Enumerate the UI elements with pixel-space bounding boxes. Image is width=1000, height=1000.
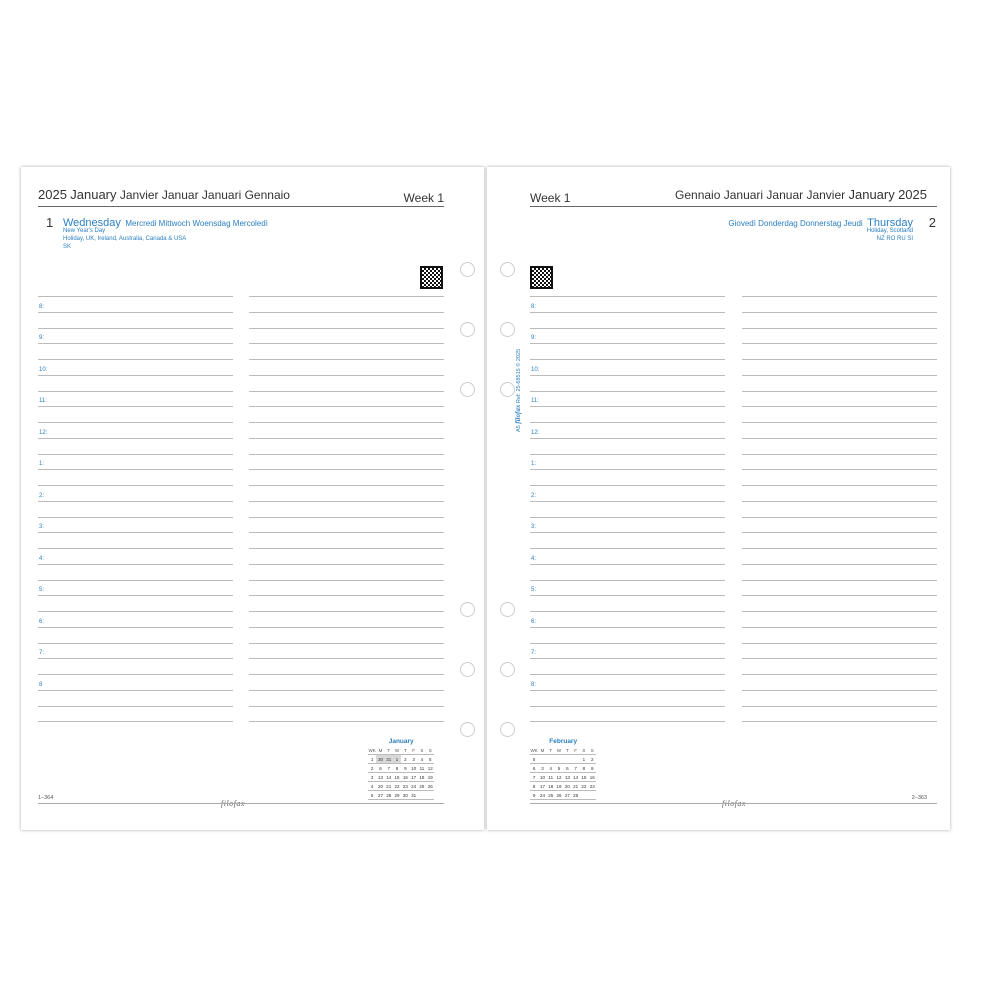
ruled-line[interactable] (742, 391, 937, 392)
ruled-line[interactable] (38, 658, 233, 659)
hour-label: 5: (39, 587, 45, 593)
ruled-line[interactable] (38, 375, 233, 376)
calendar-day-cell: 9 (530, 791, 538, 800)
ruled-line[interactable] (742, 532, 937, 533)
ruled-line[interactable] (742, 580, 937, 581)
left-mini-calendar (368, 738, 434, 800)
calendar-day-cell: 12 (427, 765, 433, 771)
calendar-day-cell: 18 (548, 783, 554, 789)
ruled-line[interactable] (742, 469, 937, 470)
ruled-line[interactable] (742, 548, 937, 549)
calendar-day-cell: 31 (386, 756, 392, 762)
ruled-line[interactable] (249, 627, 444, 628)
hour-label: 5: (531, 587, 537, 593)
calendar-day-cell: 2 (368, 764, 376, 773)
hour-label: 4: (39, 556, 45, 562)
calendar-day-cell: 4 (547, 764, 555, 773)
hour-label: 10: (531, 367, 540, 373)
ruled-line[interactable] (249, 674, 444, 675)
ruled-line[interactable] (38, 312, 233, 313)
right-page (487, 167, 950, 830)
calendar-day-cell: 5 (530, 755, 538, 764)
left-holiday-line: New Year's Day (63, 228, 106, 234)
ruled-line[interactable] (38, 690, 233, 691)
right-header-month: January (848, 187, 895, 202)
ruled-line[interactable] (530, 501, 725, 502)
calendar-day-cell: 5 (555, 764, 563, 773)
spine-brand-logo: filofax (514, 404, 522, 424)
ruled-line[interactable] (530, 391, 725, 392)
ruled-line[interactable] (249, 706, 444, 707)
ruled-line[interactable] (530, 532, 725, 533)
calendar-header-cell: M (376, 746, 384, 755)
calendar-day-cell: 29 (394, 792, 400, 798)
ruled-line[interactable] (530, 296, 725, 297)
ruled-line[interactable] (530, 611, 725, 612)
calendar-day-cell: 6 (530, 764, 538, 773)
ruled-line[interactable] (38, 359, 233, 360)
ruled-line[interactable] (530, 690, 725, 691)
right-page-number: 2–363 (911, 795, 927, 801)
spine-size: A5 (516, 425, 522, 432)
ruled-line[interactable] (742, 375, 937, 376)
binder-hole-icon (460, 602, 475, 617)
calendar-header-cell: WK (530, 747, 538, 753)
ruled-line[interactable] (249, 564, 444, 565)
ruled-line[interactable] (38, 469, 233, 470)
ruled-line[interactable] (249, 422, 444, 423)
hour-label: 4: (531, 556, 537, 562)
calendar-day-cell (418, 791, 426, 800)
ruled-line[interactable] (38, 454, 233, 455)
calendar-day-cell: 7 (530, 773, 538, 782)
left-holiday-line: Holiday, UK, Ireland, Australia, Canada & USA (63, 236, 187, 242)
left-page (21, 167, 484, 830)
calendar-day-cell: 19 (427, 774, 433, 780)
ruled-line[interactable] (742, 328, 937, 329)
ruled-line[interactable] (530, 485, 725, 486)
ruled-line[interactable] (530, 658, 725, 659)
calendar-day-cell: 23 (402, 783, 408, 789)
calendar-day-cell: 25 (548, 792, 554, 798)
calendar-day-cell: 9 (401, 764, 409, 773)
ruled-line[interactable] (742, 296, 937, 297)
calendar-day-cell (547, 755, 555, 764)
calendar-day-cell: 28 (386, 792, 392, 798)
hour-label: 12: (531, 430, 540, 436)
ruled-line[interactable] (530, 580, 725, 581)
calendar-header-cell: S (426, 746, 434, 755)
calendar-day-cell: 14 (573, 774, 579, 780)
calendar-day-cell: 11 (548, 774, 554, 780)
calendar-day-cell: 1 (580, 755, 588, 764)
ruled-line[interactable] (38, 580, 233, 581)
ruled-line[interactable] (38, 611, 233, 612)
calendar-day-cell: 8 (580, 764, 588, 773)
ruled-line[interactable] (249, 643, 444, 644)
calendar-day-cell (555, 755, 563, 764)
calendar-day-cell: 15 (581, 774, 587, 780)
ruled-line[interactable] (530, 643, 725, 644)
calendar-day-cell: 23 (589, 783, 595, 789)
calendar-day-cell: 17 (411, 774, 417, 780)
calendar-day-cell: 15 (394, 774, 400, 780)
binder-hole-icon (460, 262, 475, 277)
ruled-line[interactable] (249, 690, 444, 691)
ruled-line[interactable] (38, 627, 233, 628)
binder-hole-icon (460, 322, 475, 337)
right-mini-calendar (530, 738, 596, 800)
ruled-line[interactable] (742, 485, 937, 486)
ruled-line[interactable] (530, 595, 725, 596)
ruled-line[interactable] (530, 454, 725, 455)
ruled-line[interactable] (742, 627, 937, 628)
calendar-day-cell (426, 791, 434, 800)
calendar-day-cell: 12 (556, 774, 562, 780)
ruled-line[interactable] (38, 296, 233, 297)
ruled-line[interactable] (742, 501, 937, 502)
calendar-day-cell: 17 (539, 783, 545, 789)
ruled-line[interactable] (742, 438, 937, 439)
calendar-day-cell: 1 (368, 755, 376, 764)
left-header-month: January (70, 187, 117, 202)
ruled-line[interactable] (530, 375, 725, 376)
binder-hole-icon (500, 322, 515, 337)
ruled-line[interactable] (742, 422, 937, 423)
left-header-title (38, 187, 290, 202)
calendar-header-cell: F (571, 746, 579, 755)
ruled-line[interactable] (530, 438, 725, 439)
hour-label: 8: (531, 304, 537, 310)
ruled-line[interactable] (742, 564, 937, 565)
left-header-year: 2025 (38, 187, 67, 202)
calendar-day-cell: 13 (564, 774, 570, 780)
binder-hole-icon (500, 602, 515, 617)
hour-label: 9: (531, 335, 537, 341)
calendar-day-cell: 19 (556, 783, 562, 789)
ruled-line[interactable] (530, 312, 725, 313)
ruled-line[interactable] (249, 438, 444, 439)
ruled-line[interactable] (38, 674, 233, 675)
ruled-line[interactable] (742, 690, 937, 691)
calendar-day-cell: 21 (386, 783, 392, 789)
ruled-line[interactable] (38, 406, 233, 407)
right-holiday-line: NZ RO RU SI (876, 236, 913, 242)
ruled-line[interactable] (38, 328, 233, 329)
calendar-day-cell: 20 (377, 783, 383, 789)
right-holiday-line: Holiday, Scotland (866, 228, 913, 234)
hour-label: 8 (39, 682, 43, 688)
right-header-title (675, 187, 927, 202)
calendar-day-cell: 24 (411, 783, 417, 789)
left-week-label: Week 1 (403, 191, 444, 205)
calendar-header-cell: F (409, 746, 417, 755)
calendar-day-cell: 27 (377, 792, 383, 798)
ruled-line[interactable] (249, 517, 444, 518)
calendar-header-cell: M (538, 746, 546, 755)
ruled-line[interactable] (742, 343, 937, 344)
ruled-line[interactable] (530, 406, 725, 407)
calendar-day-cell (588, 791, 596, 800)
ruled-line[interactable] (530, 721, 725, 722)
hour-label: 3: (531, 524, 537, 530)
left-calendar-title: January (388, 738, 414, 745)
calendar-day-cell: 10 (411, 765, 417, 771)
ruled-line[interactable] (38, 706, 233, 707)
left-day-name-en: Wednesday (63, 217, 121, 229)
qr-code-icon (530, 266, 553, 289)
ruled-line[interactable] (249, 532, 444, 533)
hour-label: 1: (531, 461, 537, 467)
right-footer-rule (530, 803, 937, 804)
ruled-line[interactable] (38, 438, 233, 439)
right-week-label: Week 1 (530, 191, 571, 205)
ruled-line[interactable] (742, 721, 937, 722)
calendar-day-cell (580, 791, 588, 800)
ruled-line[interactable] (530, 627, 725, 628)
ruled-line[interactable] (38, 595, 233, 596)
calendar-day-cell (563, 755, 571, 764)
calendar-day-cell: 2 (588, 755, 596, 764)
ruled-line[interactable] (742, 706, 937, 707)
hour-label: 12: (39, 430, 48, 436)
calendar-day-cell: 22 (394, 783, 400, 789)
right-day-name-en: Thursday (867, 217, 913, 229)
calendar-day-cell: 10 (539, 774, 545, 780)
calendar-day-cell: 3 (538, 764, 546, 773)
ruled-line[interactable] (530, 422, 725, 423)
left-header-rule (38, 206, 444, 207)
ruled-line[interactable] (249, 391, 444, 392)
left-footer-rule (38, 803, 444, 804)
calendar-header-cell: W (393, 746, 401, 755)
right-header-month-other: Gennaio Januari Januar Janvier (675, 188, 846, 202)
ruled-line[interactable] (530, 359, 725, 360)
hour-label: 8: (39, 304, 45, 310)
qr-code-icon (420, 266, 443, 289)
binder-hole-icon (500, 662, 515, 677)
ruled-line[interactable] (38, 517, 233, 518)
ruled-line[interactable] (742, 643, 937, 644)
hour-label: 7: (531, 650, 537, 656)
ruled-line[interactable] (38, 643, 233, 644)
hour-label: 6: (531, 619, 537, 625)
ruled-line[interactable] (249, 658, 444, 659)
binder-hole-icon (460, 662, 475, 677)
ruled-line[interactable] (530, 564, 725, 565)
ruled-line[interactable] (38, 501, 233, 502)
calendar-day-cell: 22 (581, 783, 587, 789)
calendar-day-cell: 27 (564, 792, 570, 798)
ruled-line[interactable] (742, 658, 937, 659)
right-calendar-title: February (549, 738, 578, 745)
calendar-day-cell: 31 (411, 792, 417, 798)
ruled-line[interactable] (249, 485, 444, 486)
ruled-line[interactable] (742, 595, 937, 596)
calendar-header-cell: S (580, 746, 588, 755)
ruled-line[interactable] (249, 501, 444, 502)
right-holidays (867, 227, 913, 243)
ruled-line[interactable] (249, 343, 444, 344)
ruled-line[interactable] (38, 532, 233, 533)
binder-hole-icon (500, 722, 515, 737)
ruled-line[interactable] (249, 611, 444, 612)
hour-label: 11: (531, 398, 539, 404)
right-day-name-other: Giovedì Donderdag Donnerstag Jeudi (728, 219, 863, 228)
calendar-header-cell: T (547, 746, 555, 755)
calendar-day-cell: 20 (564, 783, 570, 789)
left-day-number: 1 (46, 215, 54, 230)
hour-label: 9: (39, 335, 45, 341)
hour-label: 3: (39, 524, 45, 530)
hour-label: 2: (531, 493, 537, 499)
calendar-day-cell: 2 (401, 755, 409, 764)
binder-hole-icon (460, 382, 475, 397)
ruled-line[interactable] (742, 359, 937, 360)
ruled-line[interactable] (38, 564, 233, 565)
calendar-header-cell: S (588, 746, 596, 755)
calendar-header-cell: T (385, 746, 393, 755)
calendar-day-cell: 4 (368, 782, 376, 791)
hour-label: 7: (39, 650, 45, 656)
hour-label: 11: (39, 398, 47, 404)
spine-ref: Ref: 25-68515 © 2025 (516, 348, 522, 404)
calendar-day-cell: 1 (393, 755, 401, 764)
calendar-day-cell: 8 (393, 764, 401, 773)
calendar-day-cell: 6 (563, 764, 571, 773)
calendar-day-cell: 26 (556, 792, 562, 798)
calendar-day-cell: 24 (539, 792, 545, 798)
calendar-day-cell (538, 755, 546, 764)
ruled-line[interactable] (249, 296, 444, 297)
calendar-day-cell: 30 (377, 756, 383, 762)
ruled-line[interactable] (742, 674, 937, 675)
ruled-line[interactable] (38, 343, 233, 344)
binder-hole-icon (500, 382, 515, 397)
hour-label: 2: (39, 493, 45, 499)
ruled-line[interactable] (38, 548, 233, 549)
calendar-day-cell: 11 (419, 765, 425, 771)
ruled-line[interactable] (249, 595, 444, 596)
ruled-line[interactable] (38, 721, 233, 722)
calendar-day-cell: 26 (427, 783, 433, 789)
right-calendar-grid (530, 746, 596, 800)
ruled-line[interactable] (249, 548, 444, 549)
hour-label: 6: (39, 619, 45, 625)
right-header-rule (530, 206, 937, 207)
calendar-day-cell: 13 (377, 774, 383, 780)
ruled-line[interactable] (530, 706, 725, 707)
left-day-name-other: Mercredi Mittwoch Woensdag Mercoledì (125, 219, 268, 228)
ruled-line[interactable] (249, 359, 444, 360)
ruled-line[interactable] (249, 721, 444, 722)
calendar-day-cell: 14 (386, 774, 392, 780)
left-holidays (63, 227, 186, 251)
calendar-day-cell: 6 (376, 764, 384, 773)
ruled-line[interactable] (530, 343, 725, 344)
calendar-day-cell: 5 (426, 755, 434, 764)
left-header-month-other: Janvier Januar Januari Gennaio (119, 188, 290, 202)
calendar-day-cell: 8 (530, 782, 538, 791)
calendar-day-cell: 30 (402, 792, 408, 798)
left-holiday-line: SK (63, 244, 72, 250)
ruled-line[interactable] (530, 517, 725, 518)
calendar-day-cell: 18 (419, 774, 425, 780)
calendar-header-cell: W (555, 746, 563, 755)
ruled-line[interactable] (38, 422, 233, 423)
calendar-day-cell: 28 (573, 792, 579, 798)
ruled-line[interactable] (249, 312, 444, 313)
ruled-line[interactable] (249, 406, 444, 407)
calendar-header-cell: S (418, 746, 426, 755)
calendar-day-cell: 16 (589, 774, 595, 780)
ruled-line[interactable] (38, 485, 233, 486)
left-page-number: 1–364 (38, 795, 54, 801)
calendar-day-cell: 4 (418, 755, 426, 764)
ruled-line[interactable] (742, 312, 937, 313)
calendar-day-cell: 21 (573, 783, 579, 789)
calendar-header-cell: T (563, 746, 571, 755)
calendar-day-cell: 3 (409, 755, 417, 764)
ruled-line[interactable] (530, 674, 725, 675)
ruled-line[interactable] (742, 454, 937, 455)
ruled-line[interactable] (742, 611, 937, 612)
ruled-line[interactable] (530, 469, 725, 470)
left-calendar-grid (368, 746, 434, 800)
hour-label: 8: (531, 682, 537, 688)
calendar-day-cell: 5 (368, 791, 376, 800)
ruled-line[interactable] (249, 454, 444, 455)
binder-hole-icon (460, 722, 475, 737)
calendar-day-cell: 9 (588, 764, 596, 773)
ruled-line[interactable] (530, 328, 725, 329)
ruled-line[interactable] (530, 548, 725, 549)
ruled-line[interactable] (742, 517, 937, 518)
calendar-header-cell: T (401, 746, 409, 755)
calendar-day-cell: 7 (571, 764, 579, 773)
right-day-number: 2 (928, 215, 936, 230)
ruled-line[interactable] (249, 469, 444, 470)
ruled-line[interactable] (742, 406, 937, 407)
hour-label: 1: (39, 461, 45, 467)
ruled-line[interactable] (38, 391, 233, 392)
calendar-day-cell (571, 755, 579, 764)
binder-hole-icon (500, 262, 515, 277)
ruled-line[interactable] (249, 375, 444, 376)
hour-label: 10: (39, 367, 48, 373)
calendar-day-cell: 7 (385, 764, 393, 773)
ruled-line[interactable] (249, 580, 444, 581)
calendar-header-cell: WK (368, 747, 376, 753)
calendar-day-cell: 16 (402, 774, 408, 780)
calendar-day-cell: 3 (368, 773, 376, 782)
spine-imprint (514, 349, 522, 432)
calendar-day-cell: 25 (419, 783, 425, 789)
right-header-year: 2025 (898, 187, 927, 202)
ruled-line[interactable] (249, 328, 444, 329)
